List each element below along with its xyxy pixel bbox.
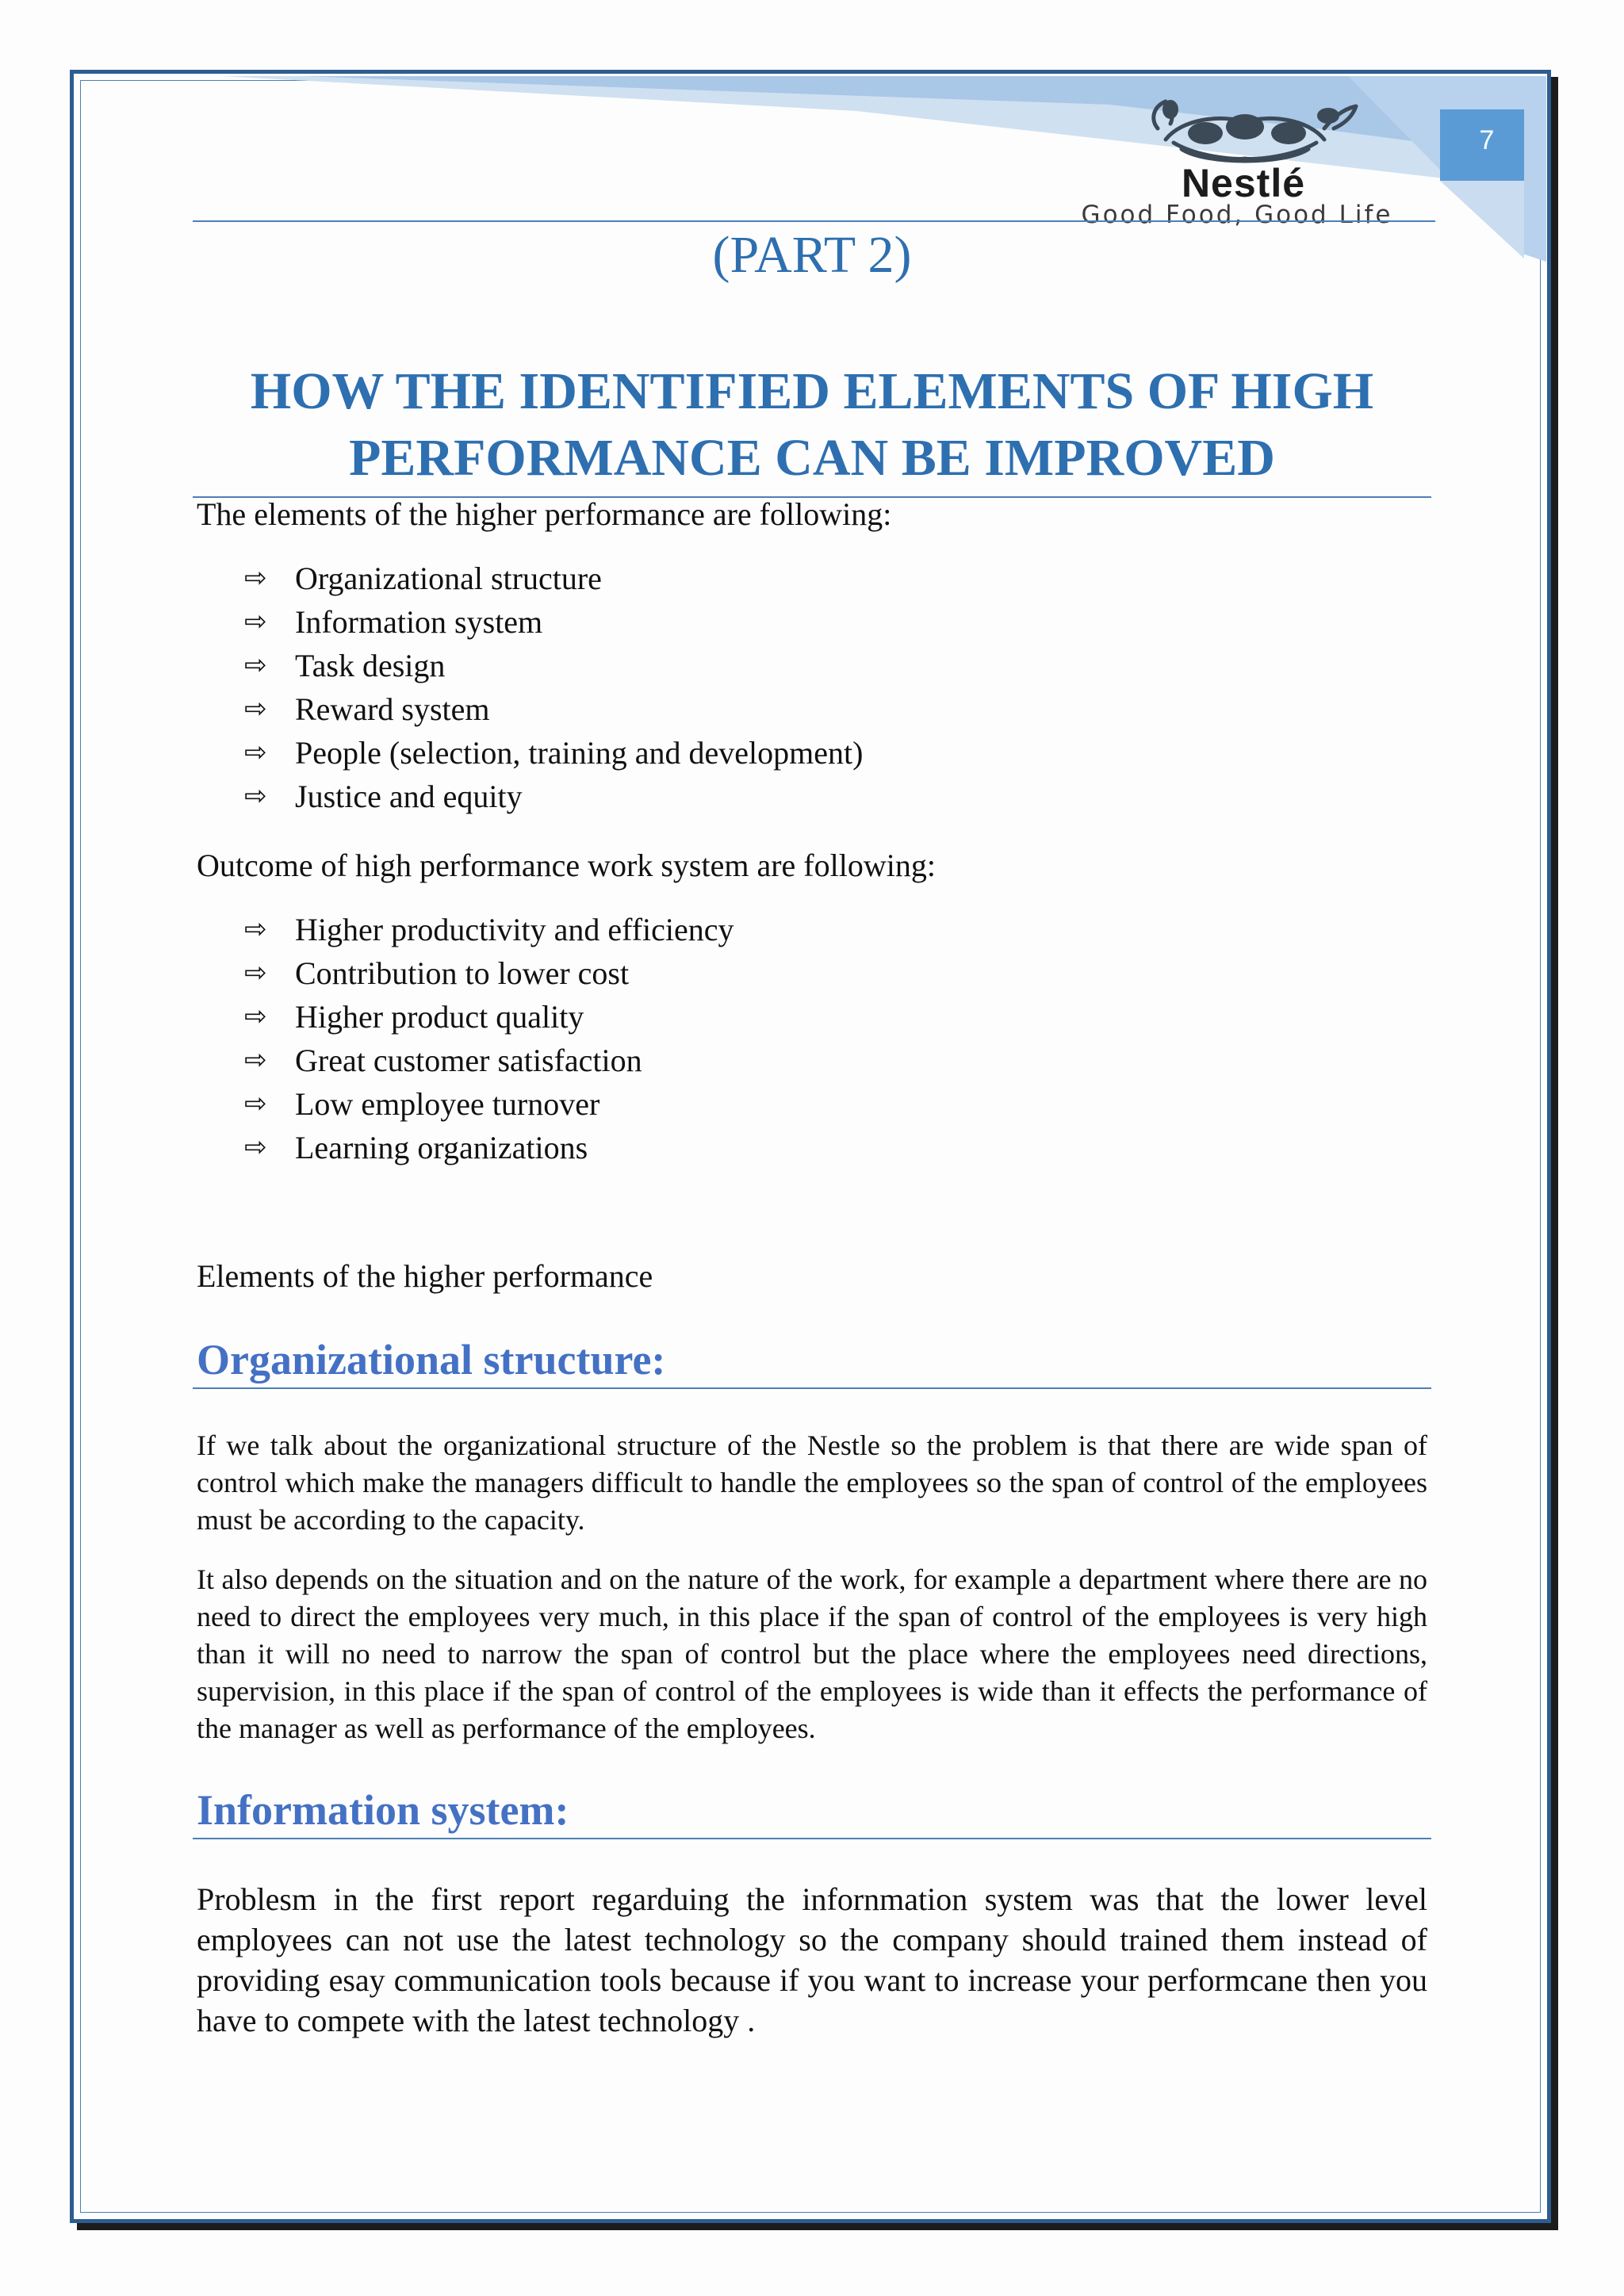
paragraph: If we talk about the organizational structure of the Nestle so the problem is that there are wide span of control which make the managers difficult to handle the employees so the span of control of the employees must be according to the capacity. [197, 1429, 1427, 1536]
right-arrow-icon: ⇨ [244, 1044, 267, 1076]
nestle-logo [1047, 87, 1427, 230]
elements-intro: The elements of the higher performance are following: [197, 496, 892, 532]
section-rule [193, 1387, 1431, 1389]
list-item [244, 1082, 734, 1126]
list-item-text: Organizational structure [295, 561, 602, 596]
right-arrow-icon: ⇨ [244, 737, 267, 768]
list-item-text: Higher productivity and efficiency [295, 912, 734, 947]
right-arrow-icon: ⇨ [244, 1001, 267, 1032]
page-number: 7 [1479, 125, 1495, 155]
right-arrow-icon: ⇨ [244, 562, 267, 594]
section-rule [193, 1838, 1431, 1839]
paragraph: It also depends on the situation and on the nature of the work, for example a department where there are no need to direct the employees very much, in this place if the span of control of the employees is very high than it will no need to narrow the span of control but the place where the employees need directions, supervision, in this place if the span of control of the employees is wide than it effects the performance of the manager as well as performance of the employees. [197, 1563, 1427, 1744]
right-arrow-icon: ⇨ [244, 1088, 267, 1119]
right-arrow-icon: ⇨ [244, 1131, 267, 1163]
list-item-text: Higher product quality [295, 999, 584, 1035]
list-item-text: Reward system [295, 691, 490, 727]
list-item-text: Great customer satisfaction [295, 1043, 642, 1078]
part-label: (PART 2) [712, 226, 912, 284]
list-item [244, 687, 863, 731]
paragraph: Problesm in the first report regarduing the infornmation system was that the lower level employees can not use the latest technology so the company should trained them instead of providing esay communication tools because if you want to increase your performcane then you have to compete with the latest technology . [197, 1881, 1427, 2038]
section-heading-information-system: Information system: [197, 1786, 569, 1834]
list-item [244, 1039, 734, 1082]
list-item-text: Low employee turnover [295, 1086, 600, 1122]
list-item-text: People (selection, training and development) [295, 735, 864, 771]
list-item [244, 995, 734, 1039]
section-heading-organizational-structure: Organizational structure: [197, 1336, 666, 1383]
elements-label: Elements of the higher performance [197, 1258, 653, 1294]
list-item [244, 775, 863, 818]
logo-tagline: Good Food, Good Life [1081, 201, 1393, 229]
right-arrow-icon: ⇨ [244, 606, 267, 637]
right-arrow-icon: ⇨ [244, 693, 267, 725]
right-arrow-icon: ⇨ [244, 913, 267, 945]
list-item [244, 1126, 734, 1169]
list-item [244, 731, 863, 775]
list-item-text: Information system [295, 604, 543, 640]
page-title-line-1: HOW THE IDENTIFIED ELEMENTS OF HIGH [250, 362, 1374, 420]
outcomes-intro: Outcome of high performance work system are following: [197, 848, 936, 883]
logo-wordmark: Nestlé [1181, 161, 1306, 205]
elements-list [244, 557, 863, 818]
list-item-text: Contribution to lower cost [295, 955, 630, 991]
list-item [244, 908, 734, 951]
right-arrow-icon: ⇨ [244, 957, 267, 989]
list-item [244, 951, 734, 995]
outcomes-list [244, 908, 734, 1169]
list-item-text: Learning organizations [295, 1130, 588, 1165]
list-item [244, 644, 863, 687]
list-item [244, 557, 863, 600]
right-arrow-icon: ⇨ [244, 649, 267, 681]
list-item-text: Justice and equity [295, 779, 523, 814]
header-rule [193, 220, 1435, 222]
list-item [244, 600, 863, 644]
page-title-line-2: PERFORMANCE CAN BE IMPROVED [349, 429, 1275, 487]
list-item-text: Task design [295, 648, 446, 683]
page-title [193, 358, 1431, 492]
right-arrow-icon: ⇨ [244, 780, 267, 812]
header-corner-fold [1440, 181, 1524, 258]
